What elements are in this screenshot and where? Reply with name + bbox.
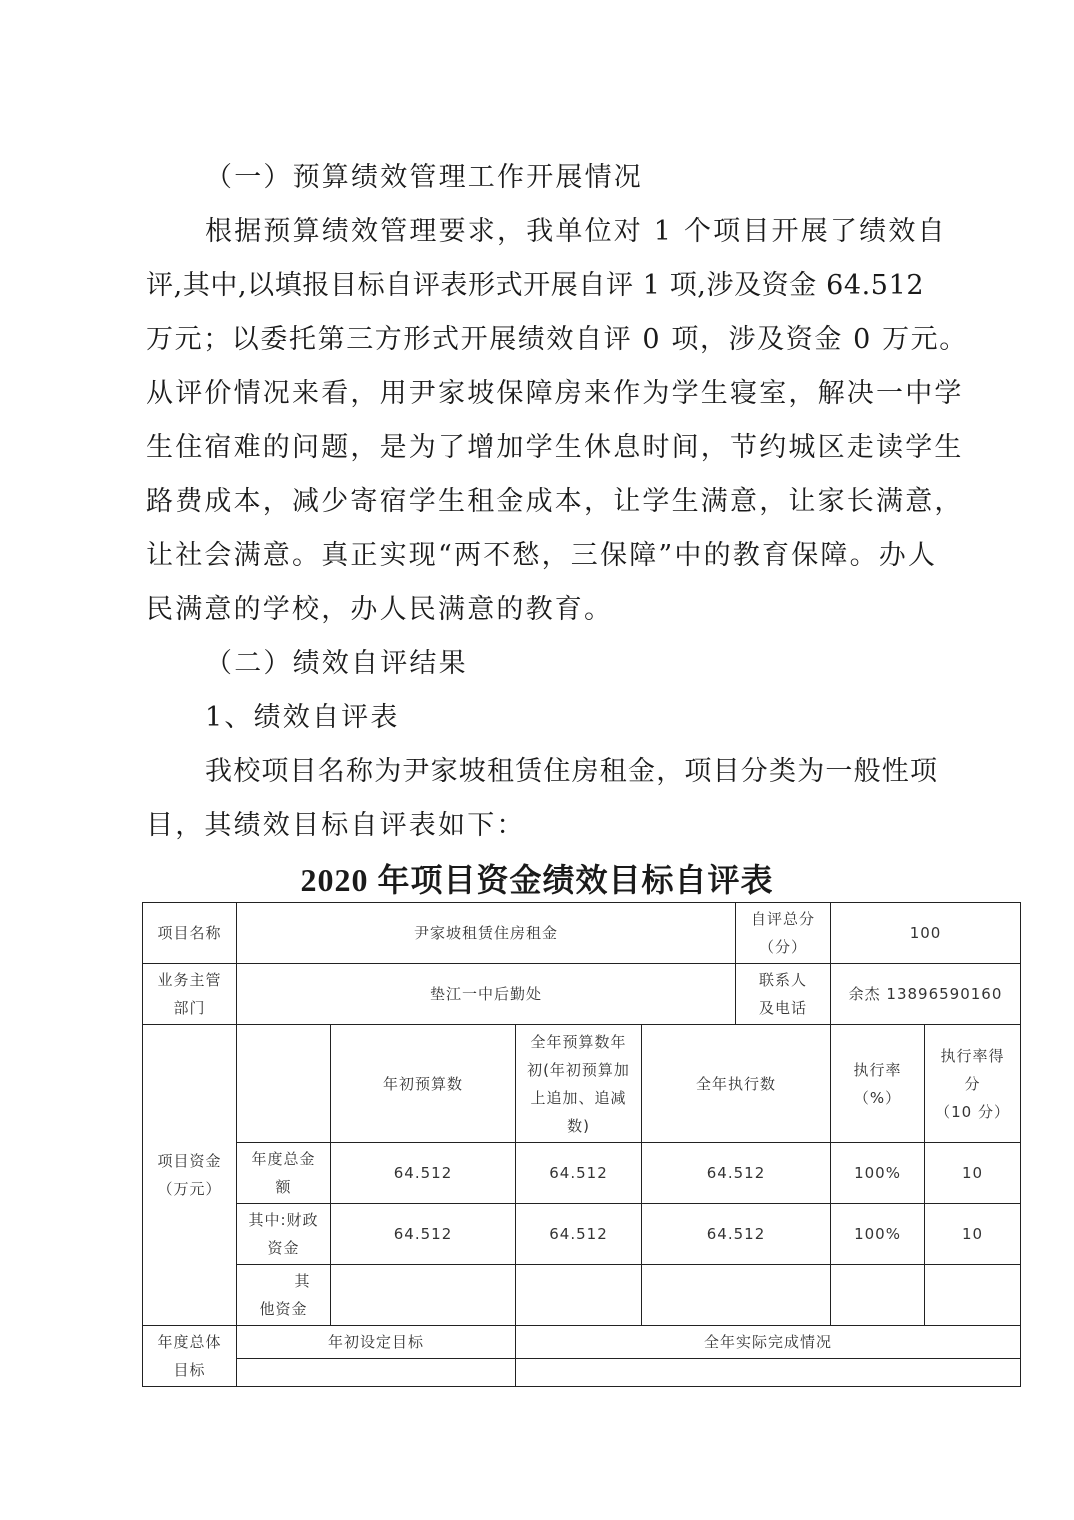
header-executed: 全年执行数 [642, 1025, 831, 1143]
rate-value [831, 1265, 925, 1326]
self-evaluation-table [142, 902, 1021, 1387]
table-row [143, 964, 1021, 1025]
total-score-label: 自评总分 （分） [736, 903, 831, 964]
department-label: 业务主管 部门 [143, 964, 237, 1025]
table-row [143, 1265, 1021, 1326]
row-label: 年度总金 额 [237, 1143, 331, 1204]
score-value: 10 [925, 1143, 1021, 1204]
initial-budget-value: 64.512 [331, 1204, 516, 1265]
initial-budget-value: 64.512 [331, 1143, 516, 1204]
paragraph-line: 我校项目名称为尹家坡租赁住房租金，项目分类为一般性项 [205, 756, 939, 787]
paragraph-line: 民满意的学校，办人民满意的教育。 [146, 594, 614, 625]
full-budget-value: 64.512 [516, 1204, 642, 1265]
contact-label: 联系人 及电话 [736, 964, 831, 1025]
department-value: 垫江一中后勤处 [237, 964, 736, 1025]
header-full-year-budget: 全年预算数年 初(年初预算加 上追加、追减 数) [516, 1025, 642, 1143]
executed-value: 64.512 [642, 1204, 831, 1265]
paragraph-line: 万元；以委托第三方形式开展绩效自评 0 项，涉及资金 0 万元。 [146, 324, 968, 355]
actual-completion-value [516, 1359, 1021, 1387]
paragraph-line: 路费成本，减少寄宿学生租金成本，让学生满意，让家长满意， [146, 486, 964, 517]
paragraph-line: 从评价情况来看，用尹家坡保障房来作为学生寝室，解决一中学 [146, 378, 964, 409]
paragraph-line: 评,其中,以填报目标自评表形式开展自评 1 项,涉及资金 64.512 [146, 270, 925, 301]
initial-goal-header: 年初设定目标 [237, 1326, 516, 1359]
table-row [143, 903, 1021, 964]
table-title: 2020 年项目资金绩效目标自评表 [300, 862, 774, 898]
actual-completion-header: 全年实际完成情况 [516, 1326, 1021, 1359]
header-initial-budget: 年初预算数 [331, 1025, 516, 1143]
paragraph-line: 根据预算绩效管理要求，我单位对 1 个项目开展了绩效自 [205, 216, 947, 247]
full-budget-value [516, 1265, 642, 1326]
score-value [925, 1265, 1021, 1326]
initial-goal-value [237, 1359, 516, 1387]
row-label: 其 他资金 [237, 1265, 331, 1326]
header-empty-cell [237, 1025, 331, 1143]
table-row [143, 1204, 1021, 1265]
table-row [143, 1326, 1021, 1359]
paragraph-line: 让社会满意。真正实现“两不愁，三保障”中的教育保障。办人 [146, 540, 938, 571]
annual-goal-label: 年度总体 目标 [143, 1326, 237, 1387]
project-name-label: 项目名称 [143, 903, 237, 964]
initial-budget-value [331, 1265, 516, 1326]
paragraph-line: 生住宿难的问题，是为了增加学生休息时间，节约城区走读学生 [146, 432, 964, 463]
table-header-row [143, 1025, 1021, 1143]
header-rate-score: 执行率得 分 （10 分） [925, 1025, 1021, 1143]
section-heading-1: （一）预算绩效管理工作开展情况 [205, 162, 643, 193]
executed-value [642, 1265, 831, 1326]
row-label: 其中:财政 资金 [237, 1204, 331, 1265]
rate-value: 100% [831, 1204, 925, 1265]
score-value: 10 [925, 1204, 1021, 1265]
header-execution-rate: 执行率 （%） [831, 1025, 925, 1143]
section-heading-2: （二）绩效自评结果 [205, 648, 468, 679]
subsection-heading: 1、绩效自评表 [205, 702, 400, 733]
project-funds-label: 项目资金 （万元） [143, 1025, 237, 1326]
full-budget-value: 64.512 [516, 1143, 642, 1204]
project-name-value: 尹家坡租赁住房租金 [237, 903, 736, 964]
total-score-value: 100 [831, 903, 1021, 964]
executed-value: 64.512 [642, 1143, 831, 1204]
contact-value: 余杰 13896590160 [831, 964, 1021, 1025]
table-row [143, 1143, 1021, 1204]
paragraph-line: 目，其绩效目标自评表如下： [146, 810, 526, 841]
table-row [143, 1359, 1021, 1387]
rate-value: 100% [831, 1143, 925, 1204]
